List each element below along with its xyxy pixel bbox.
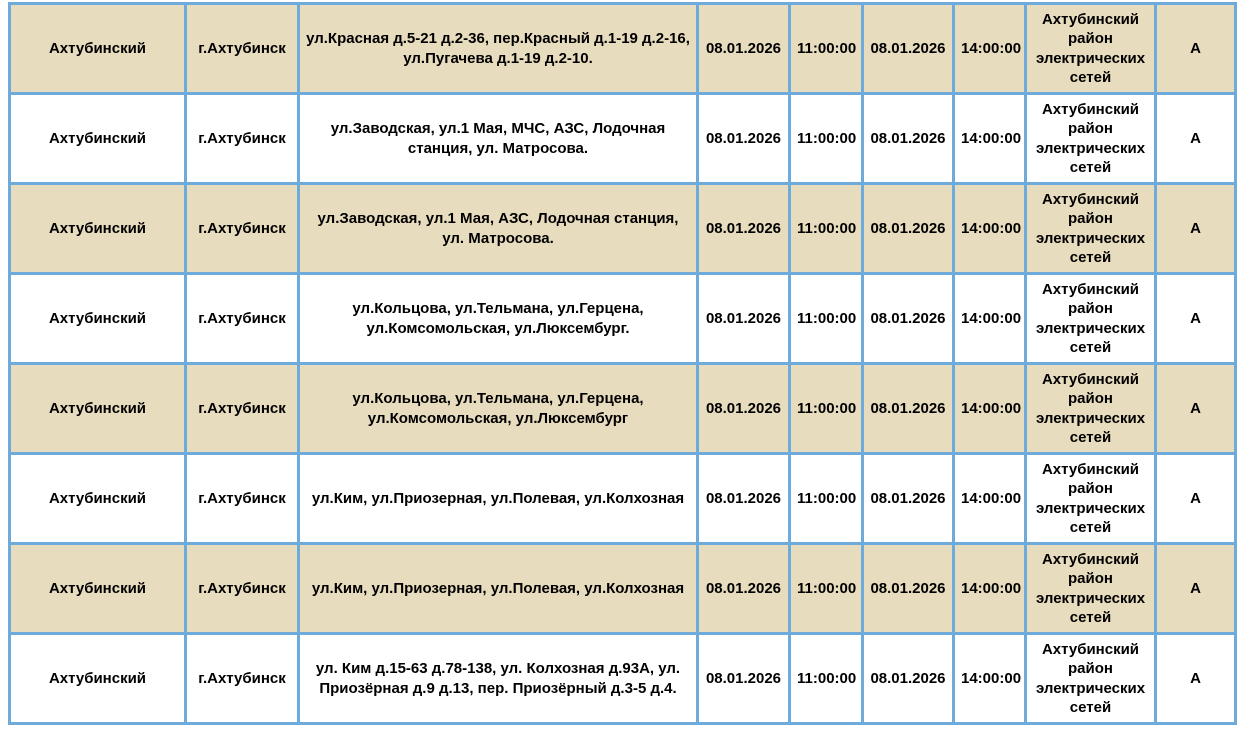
- table-row: [10, 454, 1236, 544]
- outage-schedule-table: [8, 2, 1237, 725]
- table-row: [10, 274, 1236, 364]
- cell-streets: ул.Кольцова, ул.Тельмана, ул.Герцена, ул.Комсомольская, ул.Люксембург: [299, 364, 698, 454]
- cell-city: г.Ахтубинск: [186, 184, 299, 274]
- cell-clipped-next-column: А: [1156, 364, 1236, 454]
- cell-clipped-next-column: А: [1156, 184, 1236, 274]
- table-row: [10, 634, 1236, 724]
- cell-end-date: 08.01.2026: [863, 274, 954, 364]
- cell-organization: Ахтубинский район электрических сетей: [1026, 544, 1156, 634]
- cell-district: Ахтубинский: [10, 544, 186, 634]
- cell-city: г.Ахтубинск: [186, 544, 299, 634]
- cell-city: г.Ахтубинск: [186, 94, 299, 184]
- cell-start-time: 11:00:00: [790, 454, 863, 544]
- cell-end-time: 14:00:00: [954, 184, 1026, 274]
- cell-city: г.Ахтубинск: [186, 274, 299, 364]
- cell-end-date: 08.01.2026: [863, 544, 954, 634]
- cell-clipped-next-column: А: [1156, 274, 1236, 364]
- cell-start-date: 08.01.2026: [698, 364, 790, 454]
- cell-city: г.Ахтубинск: [186, 364, 299, 454]
- cell-district: Ахтубинский: [10, 364, 186, 454]
- cell-end-time: 14:00:00: [954, 364, 1026, 454]
- cell-district: Ахтубинский: [10, 184, 186, 274]
- cell-streets: ул.Кольцова, ул.Тельмана, ул.Герцена, ул.Комсомольская, ул.Люксембург.: [299, 274, 698, 364]
- cell-district: Ахтубинский: [10, 274, 186, 364]
- cell-clipped-next-column: А: [1156, 544, 1236, 634]
- cell-streets: ул.Ким, ул.Приозерная, ул.Полевая, ул.Колхозная: [299, 454, 698, 544]
- cell-organization: Ахтубинский район электрических сетей: [1026, 184, 1156, 274]
- cell-start-date: 08.01.2026: [698, 454, 790, 544]
- table-row: [10, 184, 1236, 274]
- cell-start-date: 08.01.2026: [698, 4, 790, 94]
- cell-end-date: 08.01.2026: [863, 4, 954, 94]
- cell-start-time: 11:00:00: [790, 184, 863, 274]
- cell-city: г.Ахтубинск: [186, 634, 299, 724]
- cell-start-time: 11:00:00: [790, 4, 863, 94]
- page: [0, 2, 1201, 738]
- cell-end-date: 08.01.2026: [863, 184, 954, 274]
- cell-streets: ул.Красная д.5-21 д.2-36, пер.Красный д.1-19 д.2-16, ул.Пугачева д.1-19 д.2-10.: [299, 4, 698, 94]
- table-row: [10, 364, 1236, 454]
- cell-organization: Ахтубинский район электрических сетей: [1026, 454, 1156, 544]
- cell-clipped-next-column: А: [1156, 454, 1236, 544]
- cell-end-time: 14:00:00: [954, 634, 1026, 724]
- cell-end-time: 14:00:00: [954, 544, 1026, 634]
- cell-streets: ул.Ким, ул.Приозерная, ул.Полевая, ул.Колхозная: [299, 544, 698, 634]
- cell-start-time: 11:00:00: [790, 94, 863, 184]
- cell-district: Ахтубинский: [10, 94, 186, 184]
- cell-organization: Ахтубинский район электрических сетей: [1026, 94, 1156, 184]
- cell-start-date: 08.01.2026: [698, 274, 790, 364]
- cell-clipped-next-column: А: [1156, 634, 1236, 724]
- cell-end-date: 08.01.2026: [863, 454, 954, 544]
- cell-start-date: 08.01.2026: [698, 184, 790, 274]
- cell-end-date: 08.01.2026: [863, 634, 954, 724]
- cell-organization: Ахтубинский район электрических сетей: [1026, 634, 1156, 724]
- cell-district: Ахтубинский: [10, 634, 186, 724]
- table-row: [10, 544, 1236, 634]
- cell-start-date: 08.01.2026: [698, 94, 790, 184]
- cell-start-date: 08.01.2026: [698, 634, 790, 724]
- cell-streets: ул.Заводская, ул.1 Мая, МЧС, АЗС, Лодочная станция, ул. Матросова.: [299, 94, 698, 184]
- cell-city: г.Ахтубинск: [186, 4, 299, 94]
- table-row: [10, 94, 1236, 184]
- cell-organization: Ахтубинский район электрических сетей: [1026, 364, 1156, 454]
- cell-start-time: 11:00:00: [790, 274, 863, 364]
- table-row: [10, 4, 1236, 94]
- cell-organization: Ахтубинский район электрических сетей: [1026, 4, 1156, 94]
- cell-end-time: 14:00:00: [954, 94, 1026, 184]
- cell-organization: Ахтубинский район электрических сетей: [1026, 274, 1156, 364]
- cell-city: г.Ахтубинск: [186, 454, 299, 544]
- cell-streets: ул. Ким д.15-63 д.78-138, ул. Колхозная д.93А, ул. Приозёрная д.9 д.13, пер. Приозёрный д.3-5 д.4.: [299, 634, 698, 724]
- cell-end-date: 08.01.2026: [863, 94, 954, 184]
- cell-clipped-next-column: А: [1156, 94, 1236, 184]
- cell-start-time: 11:00:00: [790, 364, 863, 454]
- cell-end-time: 14:00:00: [954, 454, 1026, 544]
- table-body: [10, 4, 1236, 724]
- cell-start-time: 11:00:00: [790, 544, 863, 634]
- cell-start-date: 08.01.2026: [698, 544, 790, 634]
- cell-district: Ахтубинский: [10, 454, 186, 544]
- cell-streets: ул.Заводская, ул.1 Мая, АЗС, Лодочная станция, ул. Матросова.: [299, 184, 698, 274]
- cell-end-date: 08.01.2026: [863, 364, 954, 454]
- cell-district: Ахтубинский: [10, 4, 186, 94]
- cell-end-time: 14:00:00: [954, 274, 1026, 364]
- cell-start-time: 11:00:00: [790, 634, 863, 724]
- cell-end-time: 14:00:00: [954, 4, 1026, 94]
- cell-clipped-next-column: А: [1156, 4, 1236, 94]
